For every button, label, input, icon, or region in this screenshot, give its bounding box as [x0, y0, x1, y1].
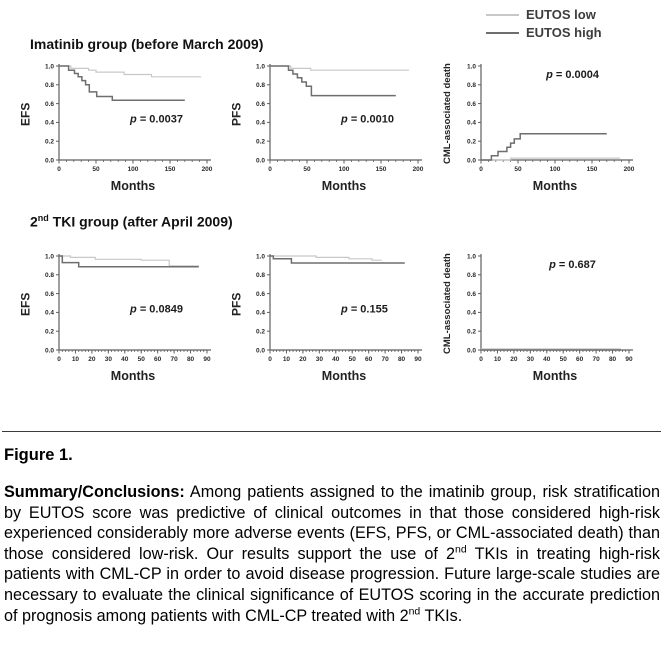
tki-efs-panel — [18, 248, 219, 383]
legend — [486, 8, 602, 44]
svg-text:0: 0 — [479, 356, 483, 363]
imatinib-pfs-plot — [244, 58, 430, 178]
svg-text:30: 30 — [104, 356, 112, 363]
svg-text:0: 0 — [57, 356, 61, 363]
imatinib-cml-death-plot — [455, 58, 641, 178]
svg-text:0.0: 0.0 — [466, 347, 476, 355]
eutos-high-line-swatch — [486, 32, 519, 34]
tki-efs-plot — [33, 248, 219, 368]
svg-text:0.4: 0.4 — [466, 309, 476, 317]
svg-text:0: 0 — [268, 166, 272, 173]
svg-text:10: 10 — [493, 356, 502, 363]
svg-text:0.4: 0.4 — [255, 119, 265, 127]
svg-text:0.2: 0.2 — [44, 328, 54, 336]
y-axis-label: EFS — [18, 102, 33, 126]
x-axis-label: Months — [532, 179, 578, 193]
svg-text:0.8: 0.8 — [44, 272, 54, 280]
svg-text:50: 50 — [92, 166, 100, 173]
x-axis-label: Months — [110, 179, 156, 193]
imatinib-pfs-panel — [229, 58, 430, 193]
svg-text:60: 60 — [365, 356, 373, 363]
svg-text:0.4: 0.4 — [44, 119, 54, 127]
svg-text:40: 40 — [332, 356, 340, 363]
p-value-annotation: p = 0.0004 — [546, 69, 600, 82]
svg-text:0.4: 0.4 — [466, 119, 476, 127]
svg-text:50: 50 — [348, 356, 356, 363]
svg-text:0.0: 0.0 — [44, 157, 54, 165]
svg-text:0: 0 — [268, 356, 272, 363]
svg-text:0.6: 0.6 — [44, 290, 54, 298]
imatinib-efs-curve-eutos-high — [59, 66, 185, 100]
y-axis-label: CML-associated death — [442, 253, 453, 355]
svg-text:10: 10 — [71, 356, 80, 363]
svg-text:0.0: 0.0 — [44, 347, 54, 355]
svg-text:0.2: 0.2 — [466, 328, 476, 336]
svg-text:0.0: 0.0 — [255, 157, 265, 165]
svg-text:0.2: 0.2 — [44, 138, 54, 146]
p-value-annotation: p = 0.0037 — [130, 113, 183, 126]
svg-text:0.2: 0.2 — [255, 138, 265, 146]
svg-text:0.2: 0.2 — [255, 328, 265, 336]
y-axis-label: PFS — [229, 292, 244, 316]
svg-text:80: 80 — [397, 356, 406, 363]
x-axis-label: Months — [110, 369, 156, 383]
svg-text:0.8: 0.8 — [466, 82, 476, 90]
tki-pfs-panel — [229, 248, 430, 383]
svg-text:0.0: 0.0 — [466, 157, 476, 165]
legend-item-eutos-high — [486, 26, 602, 39]
imatinib-efs-curve-eutos-low — [59, 66, 201, 77]
svg-text:50: 50 — [303, 166, 311, 173]
group-title-text: 2 — [30, 213, 38, 230]
p-value-annotation: p = 0.0849 — [130, 303, 183, 316]
svg-text:30: 30 — [315, 356, 323, 363]
imatinib-cml-death-curve-eutos-high — [481, 134, 607, 160]
p-value-annotation: p = 0.687 — [549, 259, 596, 272]
svg-text:40: 40 — [543, 356, 551, 363]
svg-text:1.0: 1.0 — [44, 63, 54, 71]
group-title-imatinib: Imatinib group (before March 2009) — [30, 36, 264, 52]
svg-text:0: 0 — [57, 166, 61, 173]
svg-text:150: 150 — [586, 166, 598, 173]
svg-text:90: 90 — [625, 356, 633, 363]
x-axis-label: Months — [321, 369, 367, 383]
svg-text:80: 80 — [608, 356, 617, 363]
svg-text:200: 200 — [623, 166, 635, 173]
tki-efs-curve-eutos-low — [59, 256, 199, 266]
svg-text:1.0: 1.0 — [255, 63, 265, 71]
svg-text:40: 40 — [121, 356, 129, 363]
svg-text:0.4: 0.4 — [44, 309, 54, 317]
svg-text:0.6: 0.6 — [255, 100, 265, 108]
y-axis-label: CML-associated death — [442, 63, 453, 165]
svg-text:0.8: 0.8 — [466, 272, 476, 280]
y-axis-label: PFS — [229, 102, 244, 126]
svg-text:0.8: 0.8 — [255, 272, 265, 280]
tki-cml-death-plot — [455, 248, 641, 368]
y-axis-label: EFS — [18, 292, 33, 316]
imatinib-cml-death-panel — [440, 58, 641, 193]
svg-text:80: 80 — [186, 356, 195, 363]
p-value-annotation: p = 0.0010 — [341, 113, 394, 126]
svg-text:50: 50 — [559, 356, 567, 363]
svg-text:0.8: 0.8 — [255, 82, 265, 90]
svg-text:10: 10 — [282, 356, 291, 363]
svg-text:90: 90 — [414, 356, 422, 363]
svg-text:0.6: 0.6 — [255, 290, 265, 298]
legend-item-eutos-low — [486, 8, 602, 21]
svg-text:70: 70 — [592, 356, 600, 363]
tki-cml-death-panel — [440, 248, 641, 383]
svg-text:0.6: 0.6 — [466, 100, 476, 108]
svg-text:1.0: 1.0 — [44, 253, 54, 261]
group-title-text: TKI group (after April 2009) — [48, 213, 233, 230]
x-axis-label: Months — [532, 369, 578, 383]
svg-text:0.6: 0.6 — [44, 100, 54, 108]
p-value-annotation: p = 0.155 — [341, 303, 388, 316]
svg-text:20: 20 — [88, 356, 96, 363]
svg-text:90: 90 — [203, 356, 211, 363]
svg-text:60: 60 — [576, 356, 584, 363]
chart-row-imatinib — [18, 58, 641, 193]
summary-lead-in: Summary/Conclusions: — [4, 483, 185, 501]
svg-text:150: 150 — [164, 166, 176, 173]
svg-text:100: 100 — [127, 166, 139, 173]
svg-text:1.0: 1.0 — [466, 63, 476, 71]
svg-text:0.4: 0.4 — [255, 309, 265, 317]
svg-text:50: 50 — [514, 166, 522, 173]
legend-label: EUTOS high — [526, 25, 602, 40]
superscript: nd — [408, 605, 421, 618]
svg-text:60: 60 — [154, 356, 162, 363]
svg-text:30: 30 — [526, 356, 534, 363]
svg-text:200: 200 — [201, 166, 213, 173]
svg-text:0.2: 0.2 — [466, 138, 476, 146]
svg-text:70: 70 — [381, 356, 389, 363]
svg-text:0.6: 0.6 — [466, 290, 476, 298]
svg-text:70: 70 — [170, 356, 178, 363]
summary-text: TKIs in treating high-risk patients with CML-CP in order to avoid disease progression. Future large-scale studies are necessary to evaluate the clinical significance of EUTOS scoring in the accurate prediction of prognosis among patients with CML-CP treated with 2 — [4, 544, 660, 625]
figure-label: Figure 1. — [4, 446, 73, 464]
summary-text: Among patients assigned to the imatinib group, risk stratification by EUTOS score was predictive of clinical outcomes in that those considered high-risk experienced considerably more adverse events (EFS, PFS, or CML-associated death) than those considered low-risk. Our results support the use of 2 — [4, 483, 660, 563]
svg-text:0: 0 — [479, 166, 483, 173]
svg-text:1.0: 1.0 — [466, 253, 476, 261]
tki-pfs-plot — [244, 248, 430, 368]
summary-conclusions-paragraph — [4, 482, 660, 626]
svg-text:150: 150 — [375, 166, 387, 173]
svg-text:100: 100 — [549, 166, 561, 173]
svg-text:1.0: 1.0 — [255, 253, 265, 261]
eutos-low-line-swatch — [486, 14, 519, 16]
svg-text:50: 50 — [137, 356, 145, 363]
group-title-2nd-tki — [30, 213, 233, 230]
chart-row-2nd-tki — [18, 248, 641, 383]
imatinib-efs-plot — [33, 58, 219, 178]
summary-text: TKIs. — [420, 606, 463, 625]
x-axis-label: Months — [321, 179, 367, 193]
imatinib-efs-panel — [18, 58, 219, 193]
svg-text:20: 20 — [510, 356, 518, 363]
svg-text:0.0: 0.0 — [255, 347, 265, 355]
group-title-superscript: nd — [37, 213, 49, 223]
legend-label: EUTOS low — [526, 7, 596, 22]
svg-text:20: 20 — [299, 356, 307, 363]
superscript: nd — [455, 543, 467, 556]
caption-divider — [2, 431, 661, 432]
svg-text:100: 100 — [338, 166, 350, 173]
svg-text:200: 200 — [412, 166, 424, 173]
svg-text:0.8: 0.8 — [44, 82, 54, 90]
